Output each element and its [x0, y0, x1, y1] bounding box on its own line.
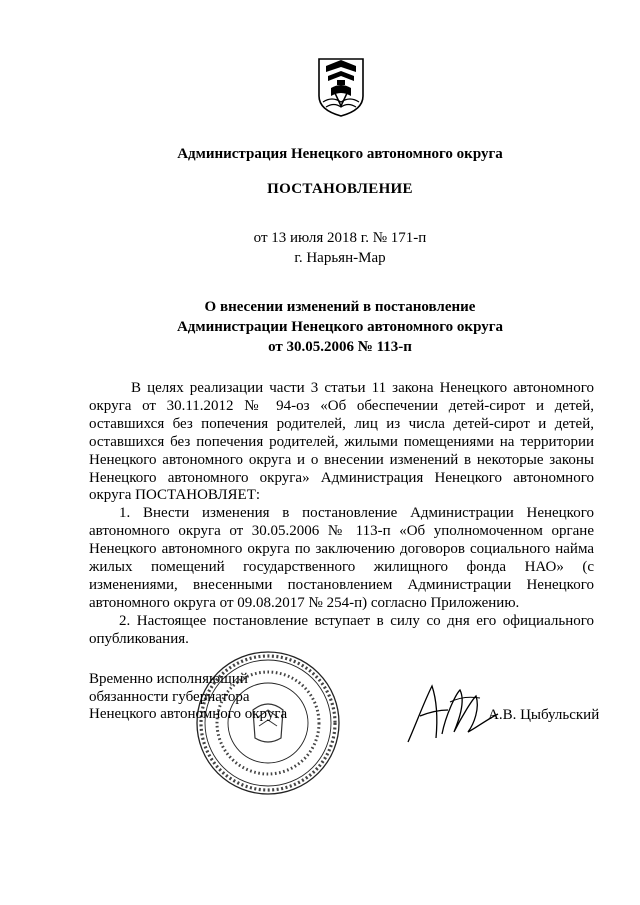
document-body	[89, 380, 594, 649]
document-type: ПОСТАНОВЛЕНИЕ	[267, 181, 413, 197]
handwritten-signature-icon	[402, 680, 502, 748]
item-1-paragraph: 1. Внести изменения в постановление Администрации Ненецкого автономного округа от 30.05.2006 № 113-п «Об уполномоченном органе Ненецкого автономного округа по заключению договоров социального найма жилых помещений государственного жилищного фонда НАО» (с изменениями, внесенными постановлением Администрации Ненецкого автономного округа от 09.08.2017 № 254-п) согласно Приложению.	[89, 505, 594, 611]
date-number: от 13 июля 2018 г. № 171-п	[253, 230, 427, 246]
signatory-line-2: обязанности губернатора	[89, 688, 250, 705]
city: г. Нарьян-Мар	[294, 250, 386, 266]
item-2-paragraph: 2. Настоящее постановление вступает в силу со дня его официального опубликования.	[89, 612, 594, 647]
subject-line-1: О внесении изменений в постановление	[204, 299, 476, 315]
subject-block	[0, 297, 640, 357]
preamble-paragraph: В целях реализации части 3 статьи 11 закона Ненецкого автономного округа от 30.11.2012 № 94-оз «Об обеспечении детей-сирот и детей, оставшихся без попечения родителей, лиц из числа детей-сирот и детей, оставшихся без попечения родителей, жилыми помещениями на территории Ненецкого автономного округа и о внесении изменений в некоторые законы Ненецкого автономного округа» Администрация Ненецкого автономного округа ПОСТАНОВЛЯЕТ:	[89, 380, 594, 504]
signatory-title	[89, 671, 287, 724]
organization-title: Администрация Ненецкого автономного округа	[177, 146, 503, 162]
date-block	[0, 228, 640, 268]
signatory-name: А.В. Цыбульский	[488, 707, 600, 723]
subject-line-3: от 30.05.2006 № 113-п	[268, 339, 412, 355]
nenets-emblem-icon	[316, 56, 366, 118]
signatory-line-1: Временно исполняющий	[89, 671, 248, 687]
signatory-line-3: Ненецкого автономного округа	[89, 706, 288, 722]
subject-line-2: Администрации Ненецкого автономного округа	[176, 319, 504, 335]
